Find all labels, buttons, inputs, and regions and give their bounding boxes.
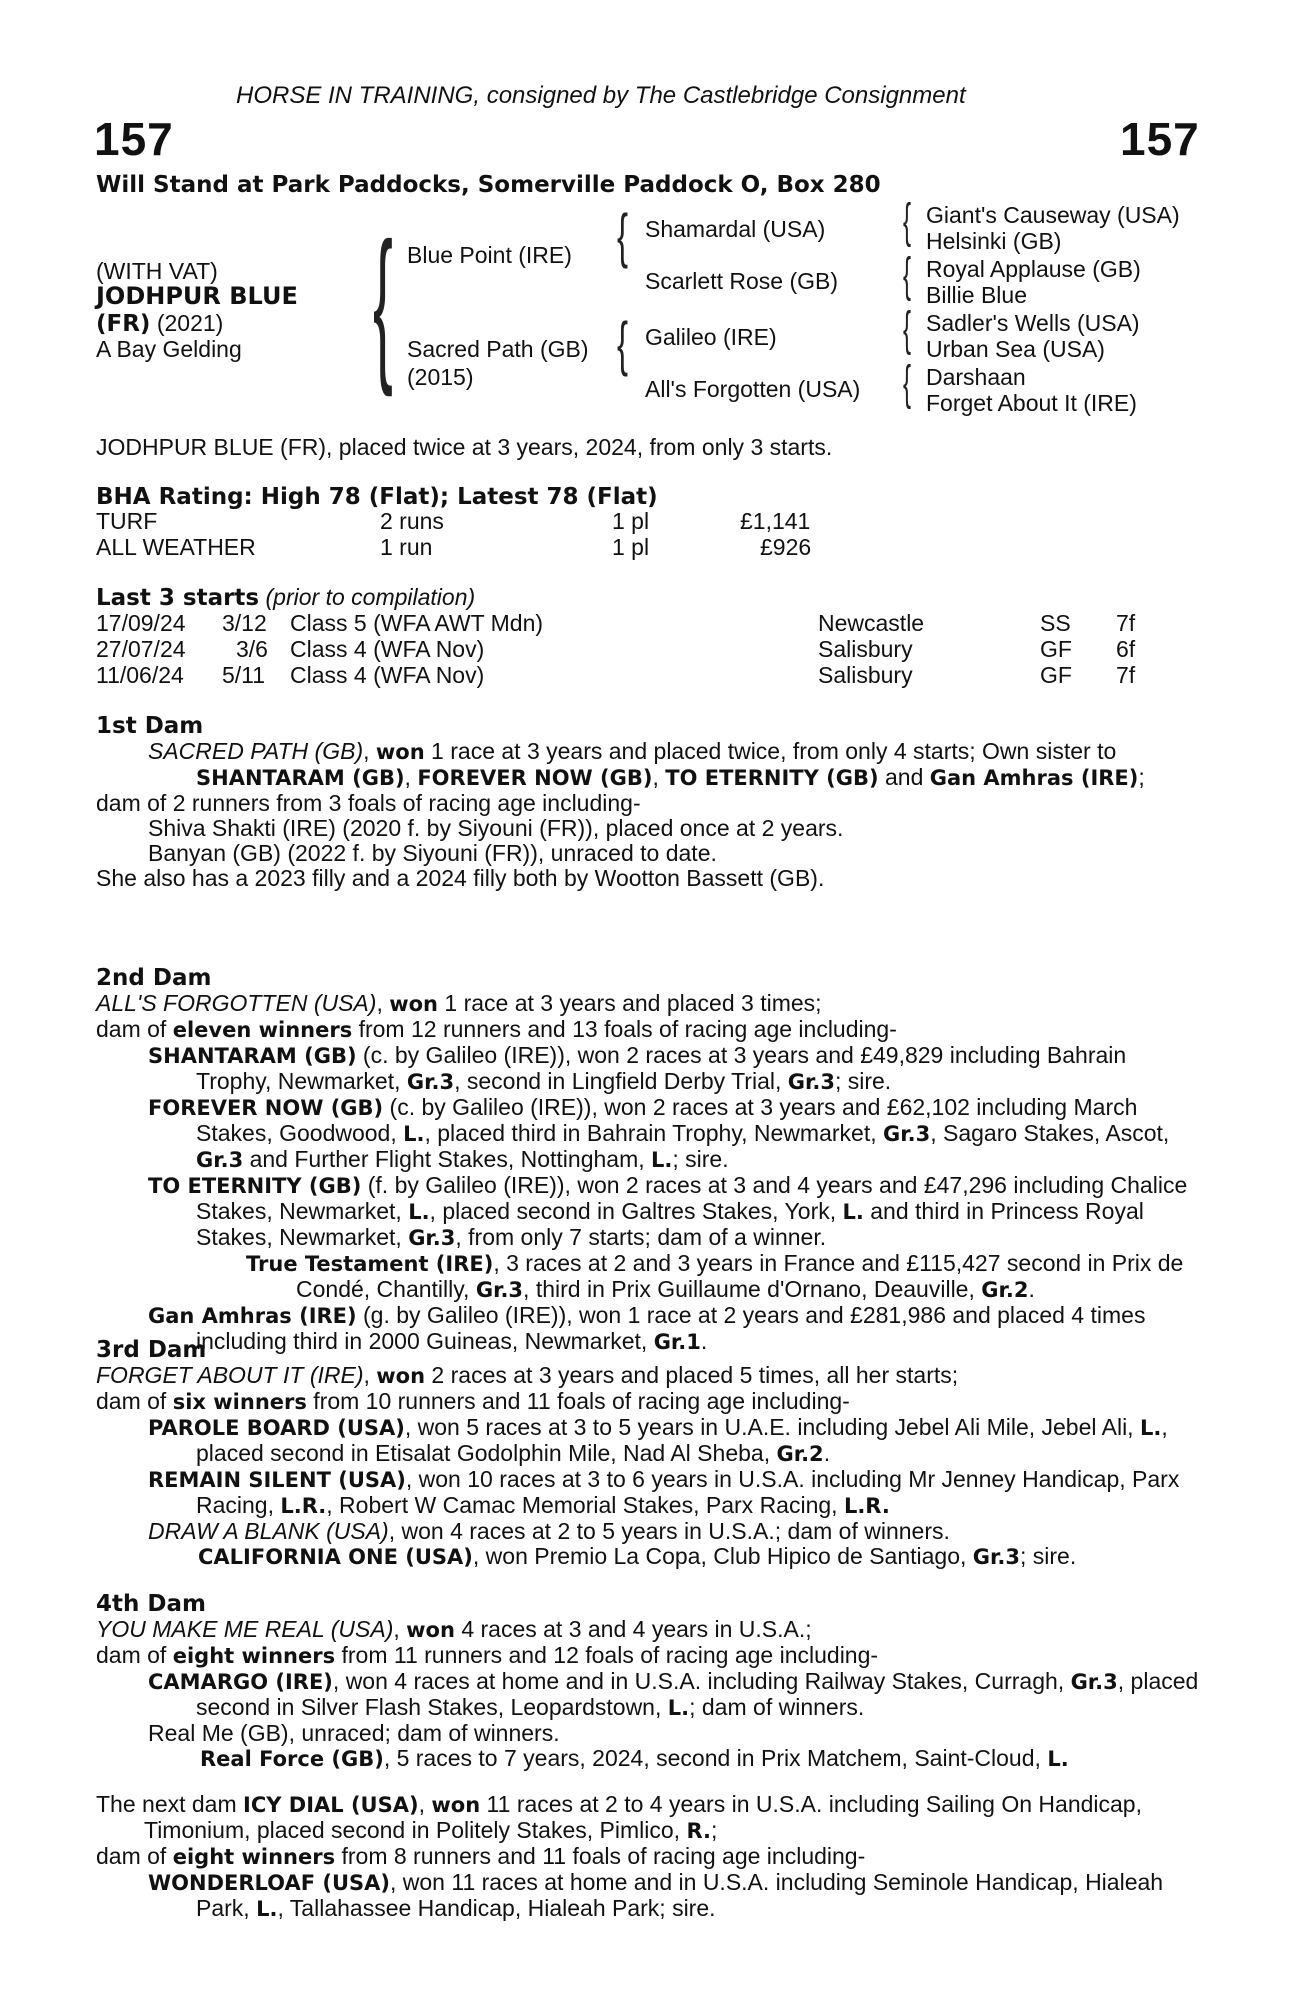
second-dam-title: 2nd Dam <box>96 965 212 991</box>
pedigree-dam: Sacred Path (GB) <box>407 336 589 362</box>
next-dam-intro: The next dam ICY DIAL (USA), won 11 races at 2 to 4 years in U.S.A. including Sailing On Handicap, Timonium, placed second in Politely Stakes, Pimlico, R.; <box>96 1791 1142 1843</box>
sibling-name: TO ETERNITY (GB) <box>665 766 879 790</box>
progeny-text: , placed third in Bahrain Trophy, Newmarket, <box>424 1120 883 1146</box>
produce-suffix: from 10 runners and 11 foals of racing age including- <box>306 1388 850 1414</box>
progeny-name: CAMARGO (IRE) <box>148 1670 333 1694</box>
progeny-text: , won 4 races at home and in U.S.A. including Railway Stakes, Curragh, <box>332 1668 1071 1694</box>
pedigree-sss: Giant's Causeway (USA) <box>926 202 1180 228</box>
start-going: GF <box>1040 662 1072 688</box>
pedigree-dsd: Urban Sea (USA) <box>926 336 1105 362</box>
progeny-text: (g. by Galileo (IRE)), won 1 race at 2 years and £281,986 and placed 4 times including third in 2000 Guineas, Newmarket, <box>196 1302 1146 1354</box>
produce-prefix: dam of <box>96 1388 173 1414</box>
progeny-text: , from only 7 starts; dam of a winner. <box>455 1224 827 1250</box>
rating-runs: 2 runs <box>380 508 444 534</box>
grade-label: Gr.3 <box>883 1122 931 1146</box>
grade-label: Gr.3 <box>1070 1670 1118 1694</box>
won-label: won <box>376 1364 426 1388</box>
start-position: 3/6 <box>236 636 268 662</box>
fourth-dam-section <box>96 1592 1206 1772</box>
progeny-text: ; dam of winners. <box>689 1694 865 1720</box>
progeny-entry <box>96 1669 1206 1721</box>
progeny-entry <box>96 1043 1206 1095</box>
rating-row <box>96 508 157 535</box>
winners-count: eight winners <box>172 1845 336 1869</box>
stand-location: Will Stand at Park Paddocks, Somerville Paddock O, Box 280 <box>96 172 881 198</box>
progeny-text: , Sagaro Stakes, Ascot, <box>930 1120 1170 1146</box>
progeny-text: , 3 races at 2 and 3 years in France and £115,427 second in Prix de Condé, Chantilly, <box>296 1250 1184 1302</box>
progeny-text: ; sire. <box>1019 1543 1077 1569</box>
start-going: GF <box>1040 636 1072 662</box>
pedigree-brace-dam: { <box>617 310 629 377</box>
pedigree-dds: Darshaan <box>926 364 1026 390</box>
progeny-text: , 5 races to 7 years, 2024, second in Prix Matchem, Saint-Cloud, <box>383 1745 1048 1771</box>
second-dam-section <box>96 966 1206 1355</box>
produce-prefix: dam of <box>96 1016 173 1042</box>
progeny-text: . <box>823 1440 831 1466</box>
rating-surface: TURF <box>96 508 158 534</box>
vat-note: (WITH VAT) <box>96 258 218 284</box>
start-distance: 6f <box>1116 636 1136 662</box>
pedigree-dam-year: (2015) <box>407 364 474 390</box>
fourth-dam-produce <box>96 1643 1206 1669</box>
rating-prize: £926 <box>760 534 812 560</box>
pedigree-brace-ss: { <box>903 195 912 248</box>
horse-year: (2021) <box>156 310 224 336</box>
winners-count: eleven winners <box>172 1018 353 1042</box>
progeny-text: , won 11 races at home and in U.S.A. including Seminole Handicap, Hialeah Park, <box>196 1869 1164 1921</box>
start-date: 17/09/24 <box>96 610 186 636</box>
progeny-entry <box>96 1251 1206 1303</box>
progeny-text: (f. by Galileo (IRE)), won 2 races at 3 and 4 years and £47,296 including Chalice Stakes, Newmarket, <box>196 1172 1188 1224</box>
second-dam-produce <box>96 1017 1206 1043</box>
grade-label: Gr.2 <box>981 1278 1029 1302</box>
grade-label: L. <box>842 1200 864 1224</box>
pedigree-dam-dam: All's Forgotten (USA) <box>645 376 861 402</box>
progeny-name: Real Force (GB) <box>200 1747 384 1771</box>
progeny-name: CALIFORNIA ONE (USA) <box>198 1545 473 1569</box>
third-dam-name: FORGET ABOUT IT (IRE) <box>96 1362 364 1388</box>
pedigree-brace-sire: { <box>617 202 629 269</box>
progeny-text: , placed second in Galtres Stakes, York, <box>429 1198 843 1224</box>
pedigree-sire-sire: Shamardal (USA) <box>645 216 826 242</box>
grade-label: Gr.2 <box>776 1442 824 1466</box>
sibling-name: FOREVER NOW (GB) <box>417 766 653 790</box>
pedigree-brace-dd: { <box>903 357 912 410</box>
horse-origin <box>96 310 223 337</box>
first-dam-note: She also has a 2023 filly and a 2024 filly both by Wootton Bassett (GB). <box>96 865 825 891</box>
pedigree-sire-dam: Scarlett Rose (GB) <box>645 268 838 294</box>
horse-name: JODHPUR BLUE <box>96 282 298 310</box>
grade-label: Gr.3 <box>787 1070 835 1094</box>
first-dam-foal: Shiva Shakti (IRE) (2020 f. by Siyouni (FR)), placed once at 2 years. <box>148 815 844 841</box>
bha-rating-title: BHA Rating: High 78 (Flat); Latest 78 (Flat) <box>96 484 658 510</box>
start-course: Salisbury <box>818 636 913 662</box>
sibling-name: SHANTARAM (GB) <box>196 766 405 790</box>
won-label: won <box>375 740 425 764</box>
next-dam-name: ICY DIAL (USA) <box>243 1793 419 1817</box>
third-dam-record: 2 races at 3 years and placed 5 times, all her starts; <box>425 1362 959 1388</box>
horse-country: (FR) <box>96 311 151 337</box>
start-race: Class 4 (WFA Nov) <box>290 662 485 688</box>
lot-number-left: 157 <box>94 113 174 165</box>
progeny-entry <box>96 1544 1206 1570</box>
progeny-text: ; sire. <box>672 1146 729 1172</box>
start-date: 11/06/24 <box>96 662 184 688</box>
progeny-text: , placed second in Silver Flash Stakes, Leopardstown, <box>196 1668 1199 1720</box>
progeny-text: , won 10 races at 3 to 6 years in U.S.A. including Mr Jenney Handicap, Parx Racing, <box>196 1466 1180 1518</box>
progeny-entry <box>96 1467 1206 1519</box>
rating-runs: 1 run <box>380 534 433 560</box>
third-dam-produce <box>96 1389 1206 1415</box>
progeny-entry <box>96 1519 1206 1544</box>
produce-suffix: from 12 runners and 13 foals of racing age including- <box>352 1016 897 1042</box>
pedigree-dam-sire: Galileo (IRE) <box>645 324 777 350</box>
grade-label: Gr.3 <box>475 1278 524 1302</box>
progeny-text: , Tallahassee Handicap, Hialeah Park; sire. <box>277 1895 716 1921</box>
produce-suffix: from 8 runners and 11 foals of racing age including- <box>335 1843 866 1869</box>
pedigree-ddd: Forget About It (IRE) <box>926 390 1137 416</box>
start-date: 27/07/24 <box>96 636 186 662</box>
produce-prefix: dam of <box>96 1843 173 1869</box>
start-course: Newcastle <box>818 610 925 636</box>
last-starts-subtitle: (prior to compilation) <box>265 584 476 610</box>
progeny-text: and Further Flight Stakes, Nottingham, <box>243 1146 652 1172</box>
progeny-entry <box>96 1746 1206 1772</box>
second-dam-intro: ALL'S FORGOTTEN (USA), won 1 race at 3 years and placed 3 times; <box>96 990 822 1016</box>
grade-label: L.R. <box>280 1494 327 1518</box>
grade-label: Gr.3 <box>406 1070 455 1094</box>
next-dam-record: ; <box>710 1817 718 1843</box>
next-dam-record: 11 races at 2 to 4 years in U.S.A. including Sailing On Handicap, Timonium, placed second in Politely Stakes, Pimlico, <box>144 1791 1142 1843</box>
progeny-entry <box>96 1870 1206 1922</box>
progeny-text: ; sire. <box>834 1068 892 1094</box>
next-dam-prefix: The next dam <box>96 1791 244 1817</box>
progeny-name: True Testament (IRE) <box>246 1252 494 1276</box>
fourth-dam-record: 4 races at 3 and 4 years in U.S.A.; <box>454 1616 812 1642</box>
grade-label: L. <box>1047 1747 1069 1771</box>
grade-label: L. <box>408 1200 430 1224</box>
next-dam-produce <box>96 1844 1206 1870</box>
fourth-dam-name: YOU MAKE ME REAL (USA) <box>96 1616 394 1642</box>
second-dam-name: ALL'S FORGOTTEN (USA) <box>96 990 377 1016</box>
start-race: Class 5 (WFA AWT Mdn) <box>290 610 544 636</box>
last-starts-heading <box>96 584 475 611</box>
progeny-entry: Real Me (GB), unraced; dam of winners. <box>148 1720 560 1746</box>
progeny-text: (c. by Galileo (IRE)), won 2 races at 3 years and £62,102 including March Stakes, Goodwood, <box>196 1094 1138 1146</box>
start-course: Salisbury <box>818 662 913 688</box>
progeny-name: Gan Amhras (IRE) <box>148 1304 357 1328</box>
start-going: SS <box>1040 610 1071 636</box>
progeny-text: , second in Lingfield Derby Trial, <box>454 1068 788 1094</box>
pedigree-sds: Royal Applause (GB) <box>926 256 1141 282</box>
progeny-text: , won Premio La Copa, Club Hipico de Santiago, <box>472 1543 973 1569</box>
progeny-text: . <box>1028 1276 1035 1302</box>
pedigree-sdd: Billie Blue <box>926 282 1027 308</box>
first-dam-produce: dam of 2 runners from 3 foals of racing age including- <box>96 790 641 816</box>
race-summary: JODHPUR BLUE (FR), placed twice at 3 years, 2024, from only 3 starts. <box>96 434 833 460</box>
produce-prefix: dam of <box>96 1642 173 1668</box>
start-distance: 7f <box>1116 610 1136 636</box>
grade-label: L.R. <box>843 1494 890 1518</box>
grade-label: L. <box>403 1122 425 1146</box>
won-label: won <box>406 1618 455 1642</box>
pedigree-brace-main: { <box>373 208 393 398</box>
start-position: 5/11 <box>222 662 266 688</box>
winners-count: eight winners <box>172 1644 336 1668</box>
progeny-name: WONDERLOAF (USA) <box>148 1871 390 1895</box>
progeny-text: , Robert W Camac Memorial Stakes, Parx Racing, <box>326 1492 844 1518</box>
progeny-text: , won 5 races at 3 to 5 years in U.A.E. including Jebel Ali Mile, Jebel Ali, <box>404 1414 1140 1440</box>
start-position: 3/12 <box>222 610 267 636</box>
progeny-text: , won 4 races at 2 to 5 years in U.S.A.; dam of winners. <box>388 1518 950 1544</box>
progeny-name: FOREVER NOW (GB) <box>148 1096 384 1120</box>
first-dam-intro: SACRED PATH (GB), won 1 race at 3 years and placed twice, from only 4 starts; Own sister to SHANTARAM (GB), FOREVER NOW (GB), TO ETERNITY (GB) and Gan Amhras (IRE); <box>148 738 1145 790</box>
pedigree-sire: Blue Point (IRE) <box>407 242 572 268</box>
rating-prize: £1,141 <box>740 508 811 534</box>
first-dam-foal: Banyan (GB) (2022 f. by Siyouni (FR)), unraced to date. <box>148 840 717 866</box>
fourth-dam-intro: YOU MAKE ME REAL (USA), won 4 races at 3 and 4 years in U.S.A.; <box>96 1616 812 1642</box>
pedigree-ssd: Helsinki (GB) <box>926 228 1062 254</box>
pedigree-dss: Sadler's Wells (USA) <box>926 310 1140 336</box>
pedigree-brace-sd: { <box>903 249 912 302</box>
grade-label: R. <box>686 1819 711 1843</box>
grade-label: Gr.3 <box>972 1545 1020 1569</box>
first-dam-name: SACRED PATH (GB) <box>148 738 364 764</box>
start-distance: 7f <box>1116 662 1136 688</box>
start-race: Class 4 (WFA Nov) <box>290 636 485 662</box>
progeny-text: , third in Prix Guillaume d'Ornano, Deauville, <box>523 1276 982 1302</box>
produce-suffix: from 11 runners and 12 foals of racing age including- <box>335 1642 879 1668</box>
progeny-text: . <box>700 1328 708 1354</box>
next-dam-section <box>96 1792 1206 1922</box>
consignment-header: HORSE IN TRAINING, consigned by The Castlebridge Consignment <box>236 82 966 109</box>
progeny-text: (c. by Galileo (IRE)), won 2 races at 3 years and £49,829 including Bahrain Trophy, Newmarket, <box>196 1042 1127 1094</box>
progeny-entry <box>96 1415 1206 1467</box>
first-dam-title: 1st Dam <box>96 713 204 739</box>
rating-surface: ALL WEATHER <box>96 534 256 560</box>
first-dam-section <box>96 714 1206 891</box>
progeny-name: PAROLE BOARD (USA) <box>148 1416 405 1440</box>
progeny-name: TO ETERNITY (GB) <box>148 1174 362 1198</box>
rating-row <box>96 534 256 561</box>
last-starts-title: Last 3 starts <box>96 585 260 611</box>
progeny-text: and third in Princess Royal Stakes, Newmarket, <box>196 1198 1144 1250</box>
progeny-text: , placed second in Etisalat Godolphin Mile, Nad Al Sheba, <box>196 1414 1168 1466</box>
horse-description: A Bay Gelding <box>96 336 242 362</box>
third-dam-section <box>96 1338 1206 1570</box>
grade-label: Gr.1 <box>653 1330 701 1354</box>
grade-label: L. <box>1139 1416 1162 1440</box>
progeny-name: SHANTARAM (GB) <box>148 1044 357 1068</box>
fourth-dam-title: 4th Dam <box>96 1591 206 1617</box>
grade-label: Gr.3 <box>408 1226 456 1250</box>
rating-places: 1 pl <box>612 534 650 560</box>
third-dam-intro: FORGET ABOUT IT (IRE), won 2 races at 3 years and placed 5 times, all her starts; <box>96 1362 959 1388</box>
progeny-name: DRAW A BLANK (USA) <box>148 1518 389 1544</box>
grade-label: L. <box>651 1148 673 1172</box>
second-dam-record: 1 race at 3 years and placed 3 times; <box>438 990 822 1016</box>
won-label: won <box>431 1793 481 1817</box>
progeny-name: REMAIN SILENT (USA) <box>148 1468 406 1492</box>
winners-count: six winners <box>172 1390 307 1414</box>
first-dam-record: 1 race at 3 years and placed twice, from only 4 starts; Own sister to <box>424 738 1117 764</box>
grade-label: L. <box>667 1696 690 1720</box>
grade-label: L. <box>256 1897 278 1921</box>
rating-places: 1 pl <box>612 508 650 534</box>
third-dam-title: 3rd Dam <box>96 1337 207 1363</box>
sibling-conjunction: and <box>878 764 930 790</box>
lot-number-right: 157 <box>1120 113 1200 165</box>
pedigree-brace-ds: { <box>903 303 912 356</box>
sibling-name: Gan Amhras (IRE) <box>929 766 1139 790</box>
won-label: won <box>389 992 438 1016</box>
progeny-entry <box>96 1095 1206 1173</box>
progeny-entry <box>96 1173 1206 1251</box>
grade-label: Gr.3 <box>196 1148 244 1172</box>
